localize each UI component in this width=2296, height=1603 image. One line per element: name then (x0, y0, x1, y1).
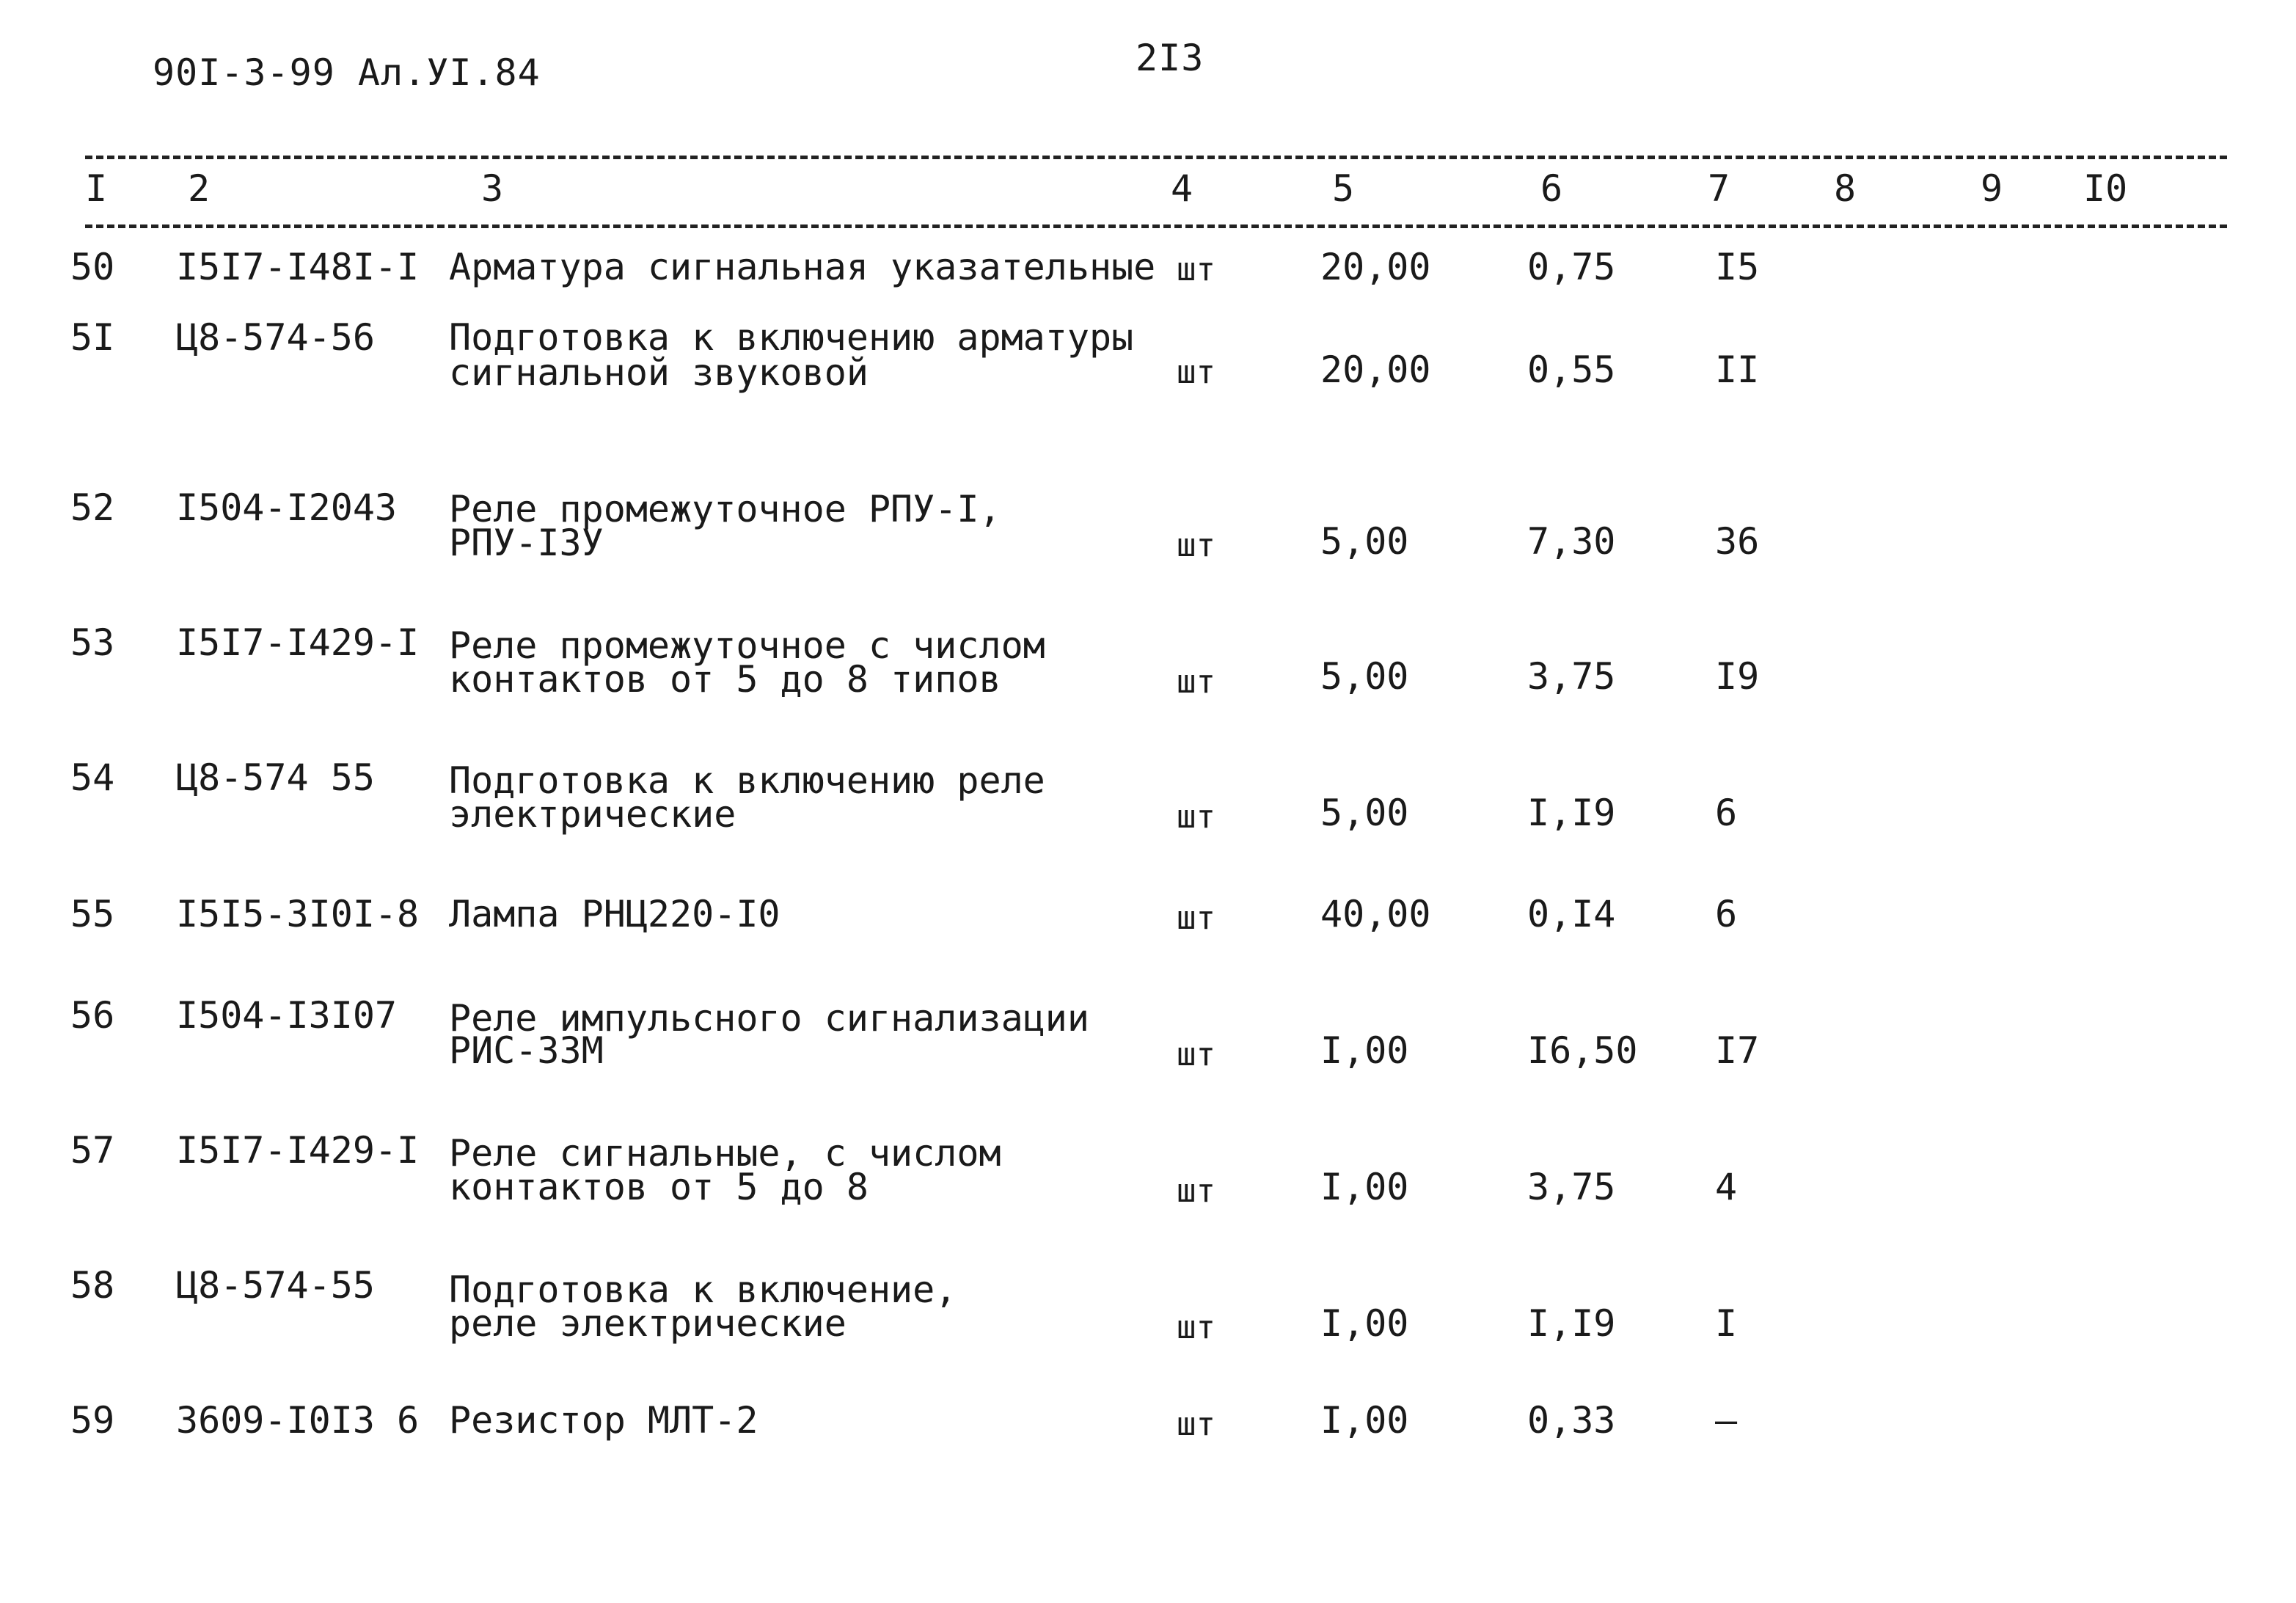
page-number: 2I3 (1136, 37, 1204, 79)
row-56-quantity: I,00 (1320, 1029, 1409, 1072)
row-58-code: Ц8-574-55 (176, 1264, 375, 1307)
row-54-code: Ц8-574 55 (176, 756, 375, 799)
row-50-unit: шт (1177, 251, 1215, 288)
row-51-number: 5I (70, 316, 115, 359)
row-52-name-line-2: РПУ-I3У (449, 522, 604, 564)
row-53-name-line-2: контактов от 5 до 8 типов (449, 658, 1001, 701)
row-53-number: 53 (70, 621, 115, 664)
row-54-price: I,I9 (1527, 792, 1616, 834)
row-55-name-line-1: Лампа РНЦ220-I0 (449, 893, 780, 935)
row-59-price: 0,33 (1527, 1399, 1616, 1442)
row-56-unit: шт (1177, 1036, 1215, 1073)
row-57-price: 3,75 (1527, 1166, 1616, 1208)
column-header-5: 5 (1332, 167, 1355, 210)
column-header-3: 3 (481, 167, 504, 210)
row-56-name-line-2: РИС-33М (449, 1029, 604, 1072)
row-57-quantity: I,00 (1320, 1166, 1409, 1208)
row-52-name-line-1: Реле промежуточное РПУ-I, (449, 488, 1001, 530)
column-header-6: 6 (1540, 167, 1563, 210)
row-59-total: – (1715, 1399, 1738, 1442)
row-58-number: 58 (70, 1264, 115, 1307)
row-54-unit: шт (1177, 798, 1215, 836)
row-50-price: 0,75 (1527, 246, 1616, 288)
row-57-name-line-2: контактов от 5 до 8 (449, 1166, 869, 1208)
column-header-7: 7 (1708, 167, 1730, 210)
row-59-quantity: I,00 (1320, 1399, 1409, 1442)
row-51-name-line-2: сигнальной звуковой (449, 351, 869, 394)
row-58-unit: шт (1177, 1309, 1215, 1346)
row-57-unit: шт (1177, 1172, 1215, 1210)
row-53-quantity: 5,00 (1320, 655, 1409, 698)
row-54-name-line-1: Подготовка к включению реле (449, 759, 1045, 802)
row-56-name-line-1: Реле импульсного сигнализации (449, 997, 1089, 1040)
row-54-quantity: 5,00 (1320, 792, 1409, 834)
row-55-total: 6 (1715, 893, 1738, 935)
row-56-price: I6,50 (1527, 1029, 1638, 1072)
row-58-name-line-1: Подготовка к включение, (449, 1268, 957, 1311)
row-57-code: I5I7-I429-I (176, 1129, 420, 1172)
row-55-quantity: 40,00 (1320, 893, 1431, 935)
row-52-total: 36 (1715, 520, 1760, 563)
row-55-code: I5I5-3I0I-8 (176, 893, 420, 935)
column-header-4: 4 (1171, 167, 1193, 210)
row-50-quantity: 20,00 (1320, 246, 1431, 288)
row-58-total: I (1715, 1302, 1738, 1345)
column-header-8: 8 (1834, 167, 1857, 210)
column-header-2: 2 (188, 167, 211, 210)
row-51-price: 0,55 (1527, 348, 1616, 391)
row-52-code: I504-I2043 (176, 486, 398, 529)
row-53-total: I9 (1715, 655, 1760, 698)
row-51-name-line-1: Подготовка к включению арматуры (449, 316, 1134, 359)
row-54-name-line-2: электрические (449, 793, 736, 836)
row-51-code: Ц8-574-56 (176, 316, 375, 359)
row-50-total: I5 (1715, 246, 1760, 288)
row-59-number: 59 (70, 1399, 115, 1442)
row-51-quantity: 20,00 (1320, 348, 1431, 391)
row-52-price: 7,30 (1527, 520, 1616, 563)
row-53-price: 3,75 (1527, 655, 1616, 698)
row-55-number: 55 (70, 893, 115, 935)
row-52-number: 52 (70, 486, 115, 529)
row-50-name-line-1: Арматура сигнальная указательные (449, 246, 1156, 288)
row-51-total: II (1715, 348, 1760, 391)
row-58-quantity: I,00 (1320, 1302, 1409, 1345)
row-53-unit: шт (1177, 663, 1215, 701)
column-header-9: 9 (1981, 167, 2003, 210)
row-56-total: I7 (1715, 1029, 1760, 1072)
row-51-unit: шт (1177, 354, 1215, 391)
row-55-price: 0,I4 (1527, 893, 1616, 935)
row-59-name-line-1: Резистор МЛТ-2 (449, 1399, 758, 1442)
row-54-number: 54 (70, 756, 115, 799)
column-header-1: I (85, 167, 108, 210)
row-50-number: 50 (70, 246, 115, 288)
row-55-unit: шт (1177, 899, 1215, 937)
row-52-quantity: 5,00 (1320, 520, 1409, 563)
table-top-rule (85, 156, 2227, 159)
row-57-number: 57 (70, 1129, 115, 1172)
row-54-total: 6 (1715, 792, 1738, 834)
row-57-total: 4 (1715, 1166, 1738, 1208)
row-53-code: I5I7-I429-I (176, 621, 420, 664)
row-53-name-line-1: Реле промежуточное с числом (449, 624, 1045, 667)
table-header-rule (85, 224, 2227, 228)
row-56-code: I504-I3I07 (176, 994, 398, 1037)
row-56-number: 56 (70, 994, 115, 1037)
document-code: 90I-3-99 Ал.УI.84 (153, 51, 541, 94)
row-58-price: I,I9 (1527, 1302, 1616, 1345)
row-58-name-line-2: реле электрические (449, 1302, 847, 1345)
row-57-name-line-1: Реле сигнальные, с числом (449, 1132, 1001, 1175)
row-50-code: I5I7-I48I-I (176, 246, 420, 288)
row-59-code: 3609-I0I3 6 (176, 1399, 420, 1442)
row-59-unit: шт (1177, 1406, 1215, 1443)
row-52-unit: шт (1177, 527, 1215, 564)
column-header-10: I0 (2083, 167, 2128, 210)
